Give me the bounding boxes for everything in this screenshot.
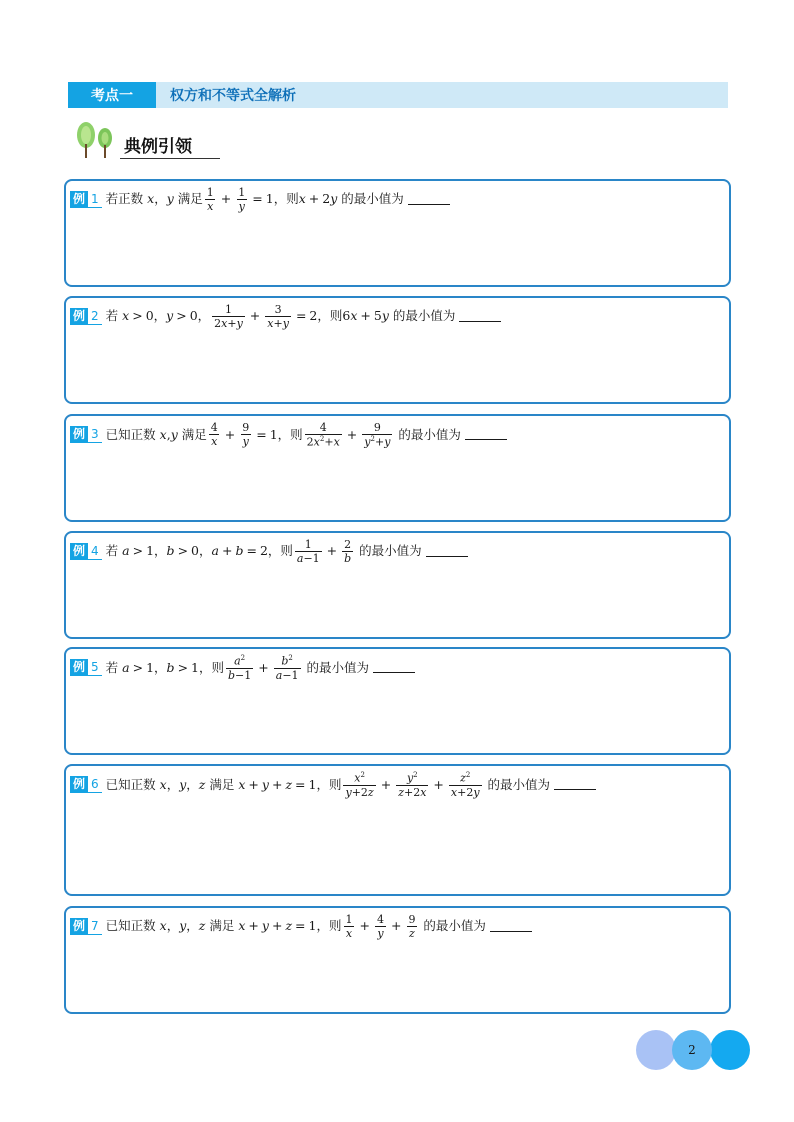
topic-tag: 考点一 bbox=[68, 82, 156, 108]
example-question-7: 例 7 已知正数 x ， y ， z 满足 x + y + z = 1，则 $\frac{1}{x}$ + $\frac{4}{y}$ + $\frac{9}{z}$ 的最小值为 bbox=[70, 914, 721, 939]
answer-blank[interactable] bbox=[465, 429, 507, 440]
topic-bar bbox=[68, 82, 728, 108]
answer-blank[interactable] bbox=[459, 311, 501, 322]
page-number: 2 bbox=[688, 1043, 696, 1057]
example-box-6 bbox=[64, 764, 731, 896]
section-title: 典例引领 bbox=[124, 137, 192, 157]
example-box-1 bbox=[64, 179, 731, 287]
example-tag: 例 7 bbox=[70, 918, 102, 935]
example-question-1: 例 1 若正数 x ， y 满足 $\frac{1}{x}$ + $\frac{1}{y}$ = 1，则 x + 2 y 的最小值为 bbox=[70, 187, 721, 212]
example-tag: 例 5 bbox=[70, 659, 102, 676]
answer-blank[interactable] bbox=[490, 921, 532, 932]
example-question-5: 例 5 若 a > 1， b > 1，则 $\frac{a^2}{b-1}$ + $\frac{b^2}{a-1}$ 的最小值为 bbox=[70, 655, 721, 681]
example-question-3: 例 3 已知正数 x , y 满足 $\frac{4}{x}$ + $\frac{9}{y}$ = 1，则 $\frac{4}{2x^2+x}$ + $\frac{9}{y^2+y}$ 的最小值为 bbox=[70, 422, 721, 448]
example-question-2: 例 2 若 x > 0， y > 0， $\frac{1}{2x+y}$ + $\frac{3}{x+y}$ = 2，则 6 x + 5 y 的最小值为 bbox=[70, 304, 721, 329]
section-underline bbox=[120, 158, 220, 159]
example-box-3 bbox=[64, 414, 731, 522]
example-tag: 例 1 bbox=[70, 191, 102, 208]
page-circle-right bbox=[710, 1030, 750, 1070]
example-tag: 例 6 bbox=[70, 776, 102, 793]
example-tag: 例 4 bbox=[70, 543, 102, 560]
example-question-4: 例 4 若 a > 1， b > 0， a + b = 2，则 $\frac{1}{a-1}$ + $\frac{2}{b}$ 的最小值为 bbox=[70, 539, 721, 564]
page-number-badge bbox=[636, 1030, 756, 1070]
answer-blank[interactable] bbox=[408, 194, 450, 205]
answer-blank[interactable] bbox=[373, 662, 415, 673]
answer-blank[interactable] bbox=[426, 546, 468, 557]
example-box-2 bbox=[64, 296, 731, 404]
example-question-6: 例 6 已知正数 x ， y ， z 满足 x + y + z = 1，则 $\frac{x^2}{y+2z}$ + $\frac{y^2}{z+2x}$ + $\frac{z^2}{x+2y}$ 的最小值为 bbox=[70, 772, 721, 798]
tree-icon bbox=[72, 120, 120, 160]
example-tag: 例 3 bbox=[70, 426, 102, 443]
section-header bbox=[72, 120, 222, 162]
example-box-7 bbox=[64, 906, 731, 1014]
page-circle-left bbox=[636, 1030, 676, 1070]
example-tag: 例 2 bbox=[70, 308, 102, 325]
example-box-5 bbox=[64, 647, 731, 755]
example-box-4 bbox=[64, 531, 731, 639]
topic-title: 权方和不等式全解析 bbox=[170, 88, 296, 104]
answer-blank[interactable] bbox=[554, 779, 596, 790]
